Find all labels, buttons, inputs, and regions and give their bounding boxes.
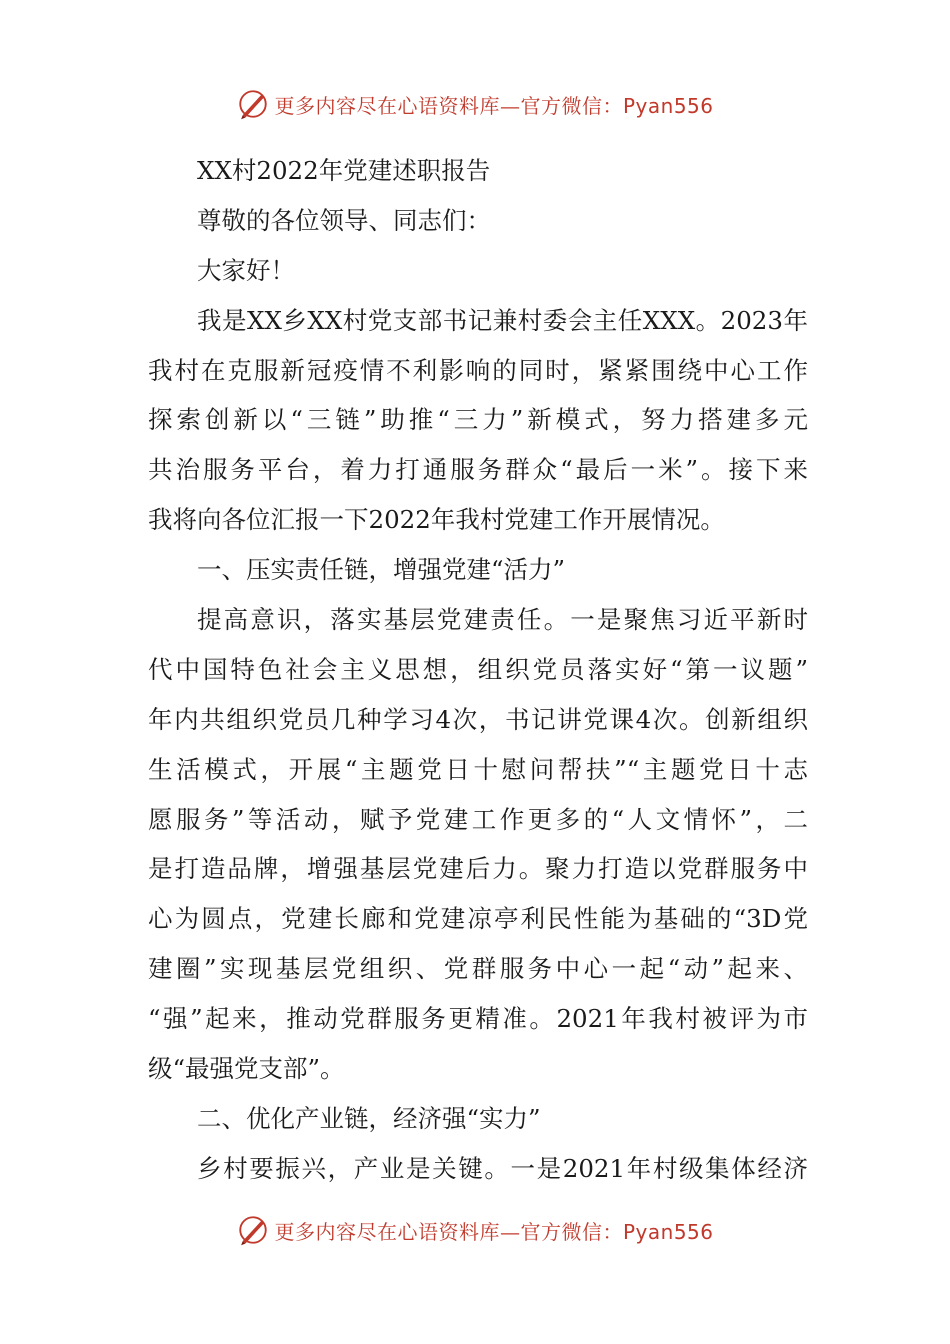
text-line: 一、压实责任链，增强党建“活力” [197, 555, 566, 585]
text-line: 大家好！ [197, 255, 295, 285]
text-line: 年内共组织党员几种学习4次，书记讲党课4次。创新组织 [148, 704, 808, 734]
text-line: 建圈”实现基层党组织、党群服务中心一起“动”起来、 [148, 954, 808, 984]
text-line: 我将向各位汇报一下2022年我村党建工作开展情况。 [148, 505, 725, 535]
footer-banner [0, 1210, 950, 1250]
text-line: 提高意识，落实基层党建责任。一是聚焦习近平新时 [197, 605, 808, 635]
pen-logo-icon [236, 1213, 270, 1247]
text-line: 尊敬的各位领导、同志们： [197, 205, 491, 235]
pen-logo-icon [236, 87, 270, 121]
text-line: XX村2022年党建述职报告 [197, 156, 491, 185]
banner-text: 更多内容尽在心语资料库—官方微信：Pyan556 [274, 93, 714, 118]
text-line: 乡村要振兴，产业是关键。一是2021年村级集体经济 [197, 1153, 808, 1183]
text-line: 心为圆点，党建长廊和党建凉亭利民性能为基础的“3D党 [148, 904, 808, 934]
text-line: 我是XX乡XX村党支部书记兼村委会主任XXX。2023年 [197, 305, 808, 335]
text-line: 是打造品牌，增强基层党建后力。聚力打造以党群服务中 [148, 854, 808, 884]
text-line: 我村在克服新冠疫情不利影响的同时，紧紧围绕中心工作 [148, 355, 808, 385]
banner-text: 更多内容尽在心语资料库—官方微信：Pyan556 [274, 1219, 714, 1244]
text-line: 生活模式，开展“主题党日十慰问帮扶”“主题党日十志 [148, 754, 808, 784]
text-line: 代中国特色社会主义思想，组织党员落实好“第一议题” [148, 654, 808, 684]
text-line: 二、优化产业链，经济强“实力” [197, 1103, 541, 1133]
text-line: 共治服务平台，着力打通服务群众“最后一米”。接下来 [148, 455, 808, 485]
text-line: 愿服务”等活动，赋予党建工作更多的“人文情怀”，二 [148, 804, 808, 834]
text-line: “强”起来，推动党群服务更精准。2021年我村被评为市 [148, 1004, 808, 1034]
header-banner [0, 84, 950, 124]
text-line: 探索创新以“三链”助推“三力”新模式，努力搭建多元 [148, 405, 808, 435]
document-body [148, 146, 808, 1194]
text-line: 级“最强党支部”。 [148, 1054, 345, 1084]
